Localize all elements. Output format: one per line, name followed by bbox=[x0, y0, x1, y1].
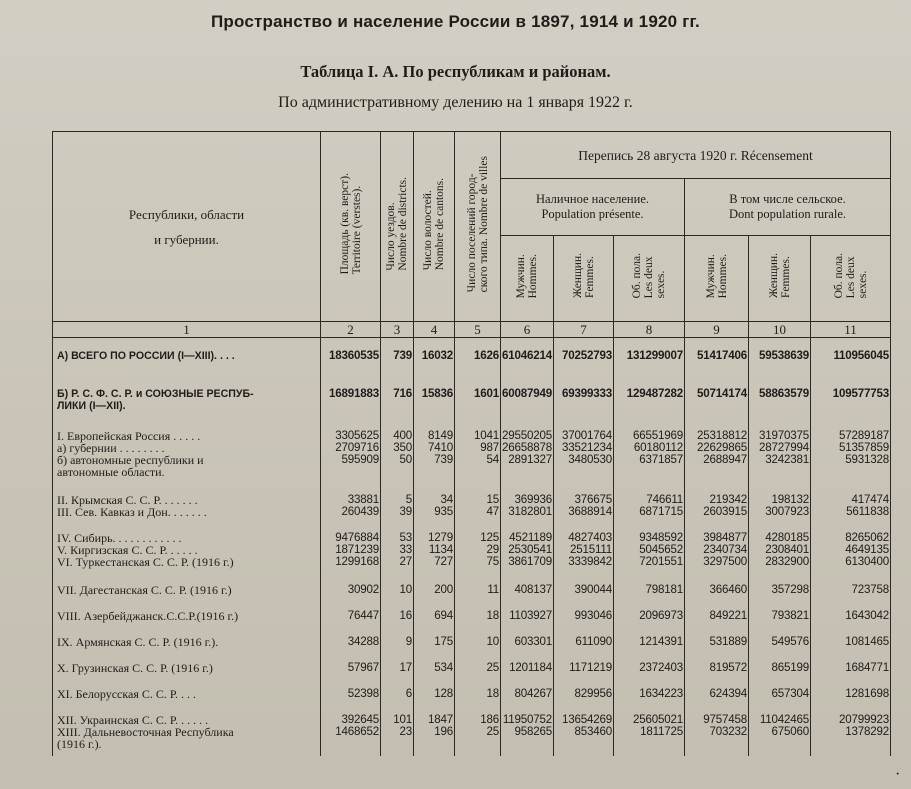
row-value: 2096973 bbox=[614, 604, 685, 630]
table-row bbox=[53, 630, 891, 656]
row-value: 9 bbox=[381, 630, 414, 656]
row-value: 3305625 2709716 595909 bbox=[321, 424, 381, 488]
row-value: 11042465 675060 bbox=[749, 708, 811, 756]
table-row bbox=[53, 424, 891, 488]
page-title: Пространство и население России в 1897, 1914 и 1920 гг. bbox=[211, 12, 700, 31]
row-value: 53 33 27 bbox=[381, 526, 414, 578]
row-value: 624394 bbox=[685, 682, 749, 708]
row-value: 1601 bbox=[455, 376, 501, 424]
header-settlements: Число поселений город- ского типа. Nombre de villes bbox=[455, 132, 501, 322]
row-value: 186 25 bbox=[455, 708, 501, 756]
row-value: 1279 1134 727 bbox=[414, 526, 455, 578]
table-row bbox=[53, 604, 891, 630]
row-value: 11 bbox=[455, 578, 501, 604]
row-value: 534 bbox=[414, 656, 455, 682]
row-value: 1201184 bbox=[501, 656, 554, 682]
header-uezds: Число уездов. Nombre de districts. bbox=[381, 132, 414, 322]
row-value: 716 bbox=[381, 376, 414, 424]
census-table bbox=[52, 131, 891, 756]
row-value: 531889 bbox=[685, 630, 749, 656]
row-value: 2372403 bbox=[614, 656, 685, 682]
row-value: 376675 3688914 bbox=[554, 488, 614, 526]
col-number: 5 bbox=[455, 322, 501, 338]
row-value: 51417406 bbox=[685, 338, 749, 376]
row-value: 603301 bbox=[501, 630, 554, 656]
row-value: 131299007 bbox=[614, 338, 685, 376]
row-value: 1847 196 bbox=[414, 708, 455, 756]
row-value: 16891883 bbox=[321, 376, 381, 424]
header-rural: В том числе сельское. Dont population rurale. bbox=[685, 179, 891, 236]
row-value: 804267 bbox=[501, 682, 554, 708]
header-present: Наличное население. Population présente. bbox=[501, 179, 685, 236]
row-value: 57967 bbox=[321, 656, 381, 682]
row-value: 390044 bbox=[554, 578, 614, 604]
row-value: 392645 1468652 bbox=[321, 708, 381, 756]
row-value: 11950752 958265 bbox=[501, 708, 554, 756]
row-value: 110956045 bbox=[811, 338, 891, 376]
header-men-present: Мужчин. Hommes. bbox=[501, 236, 554, 322]
row-value: 25318812 22629865 2688947 bbox=[685, 424, 749, 488]
row-value: 128 bbox=[414, 682, 455, 708]
row-value: 58863579 bbox=[749, 376, 811, 424]
row-label: А) ВСЕГО ПО РОССИИ (I—XIII). . . . bbox=[53, 338, 321, 376]
row-value: 849221 bbox=[685, 604, 749, 630]
row-value: 1643042 bbox=[811, 604, 891, 630]
row-label: IX. Армянская С. С. Р. (1916 г.). bbox=[53, 630, 321, 656]
row-label: Б) Р. С. Ф. С. Р. и СОЮЗНЫЕ РЕСПУБ- ЛИКИ (I—XII). bbox=[53, 376, 321, 424]
row-value: 746611 6871715 bbox=[614, 488, 685, 526]
row-value: 793821 bbox=[749, 604, 811, 630]
row-label: X. Грузинская С. С. Р. (1916 г.) bbox=[53, 656, 321, 682]
row-value: 9476884 1871239 1299168 bbox=[321, 526, 381, 578]
row-value: 819572 bbox=[685, 656, 749, 682]
row-value: 993046 bbox=[554, 604, 614, 630]
row-value: 1041 987 54 bbox=[455, 424, 501, 488]
row-value: 16032 bbox=[414, 338, 455, 376]
col-number: 1 bbox=[53, 322, 321, 338]
row-value: 611090 bbox=[554, 630, 614, 656]
table-row bbox=[53, 682, 891, 708]
header-volosts: Число волостей. Nombre de cantons. bbox=[414, 132, 455, 322]
header-men-rural: Мужчин. Hommes. bbox=[685, 236, 749, 322]
table-body bbox=[53, 338, 891, 756]
row-value: 16 bbox=[381, 604, 414, 630]
table-row bbox=[53, 708, 891, 756]
row-value: 6 bbox=[381, 682, 414, 708]
row-value: 1171219 bbox=[554, 656, 614, 682]
row-value: 4827403 2515111 3339842 bbox=[554, 526, 614, 578]
row-value: 69399333 bbox=[554, 376, 614, 424]
row-label: II. Крымская С. С. Р. . . . . . . III. Сев. Кавказ и Дон. . . . . . . bbox=[53, 488, 321, 526]
row-value: 1626 bbox=[455, 338, 501, 376]
row-value: 1103927 bbox=[501, 604, 554, 630]
row-label: XI. Белорусская С. С. Р. . . . bbox=[53, 682, 321, 708]
row-value: 20799923 1378292 bbox=[811, 708, 891, 756]
row-value: 865199 bbox=[749, 656, 811, 682]
row-value: 723758 bbox=[811, 578, 891, 604]
row-value: 50714174 bbox=[685, 376, 749, 424]
row-value: 76447 bbox=[321, 604, 381, 630]
table-row bbox=[53, 578, 891, 604]
row-value: 739 bbox=[381, 338, 414, 376]
header-both-present: Об. пола. Les deux sexes. bbox=[614, 236, 685, 322]
row-value: 694 bbox=[414, 604, 455, 630]
col-number: 2 bbox=[321, 322, 381, 338]
row-value: 175 bbox=[414, 630, 455, 656]
row-value: 408137 bbox=[501, 578, 554, 604]
col-number: 7 bbox=[554, 322, 614, 338]
row-value: 549576 bbox=[749, 630, 811, 656]
row-value: 52398 bbox=[321, 682, 381, 708]
row-value: 657304 bbox=[749, 682, 811, 708]
row-value: 61046214 bbox=[501, 338, 554, 376]
row-value: 15 47 bbox=[455, 488, 501, 526]
row-value: 34288 bbox=[321, 630, 381, 656]
table-row bbox=[53, 526, 891, 578]
header-census: Перепись 28 августа 1920 г. Récensement bbox=[501, 132, 891, 179]
row-value: 25 bbox=[455, 656, 501, 682]
row-label: IV. Сибирь. . . . . . . . . . . . V. Киргизская С. С. Р. . . . . . VI. Туркестанская С. С. Р. (1916 г.) bbox=[53, 526, 321, 578]
row-label: VII. Дагестанская С. С. Р. (1916 г.) bbox=[53, 578, 321, 604]
row-value: 8265062 4649135 6130400 bbox=[811, 526, 891, 578]
row-value: 37001764 33521234 3480530 bbox=[554, 424, 614, 488]
row-value: 198132 3007923 bbox=[749, 488, 811, 526]
row-label: XII. Украинская С. С. Р. . . . . . XIII. Дальневосточная Республика (1916 г.). bbox=[53, 708, 321, 756]
row-value: 59538639 bbox=[749, 338, 811, 376]
row-value: 129487282 bbox=[614, 376, 685, 424]
row-value: 5 39 bbox=[381, 488, 414, 526]
row-value: 25605021 1811725 bbox=[614, 708, 685, 756]
col-number: 8 bbox=[614, 322, 685, 338]
row-value: 200 bbox=[414, 578, 455, 604]
col-number: 4 bbox=[414, 322, 455, 338]
header-women-present: Женщин. Femmes. bbox=[554, 236, 614, 322]
row-value: 4521189 2530541 3861709 bbox=[501, 526, 554, 578]
row-value: 60087949 bbox=[501, 376, 554, 424]
row-value: 1634223 bbox=[614, 682, 685, 708]
row-value: 34 935 bbox=[414, 488, 455, 526]
row-value: 4280185 2308401 2832900 bbox=[749, 526, 811, 578]
table-subtitle: Таблица I. А. По республикам и районам. bbox=[300, 62, 611, 81]
header-both-rural: Об. пола. Les deux sexes. bbox=[811, 236, 891, 322]
row-value: 18360535 bbox=[321, 338, 381, 376]
table-row bbox=[53, 488, 891, 526]
row-value: 1214391 bbox=[614, 630, 685, 656]
row-value: 357298 bbox=[749, 578, 811, 604]
row-value: 17 bbox=[381, 656, 414, 682]
row-value: 13654269 853460 bbox=[554, 708, 614, 756]
row-value: 10 bbox=[381, 578, 414, 604]
row-value: 9348592 5045652 7201551 bbox=[614, 526, 685, 578]
row-value: 101 23 bbox=[381, 708, 414, 756]
row-value: 125 29 75 bbox=[455, 526, 501, 578]
table-row bbox=[53, 338, 891, 376]
header-women-rural: Женщин. Femmes. bbox=[749, 236, 811, 322]
row-value: 829956 bbox=[554, 682, 614, 708]
row-value: 66551969 60180112 6371857 bbox=[614, 424, 685, 488]
col-number: 11 bbox=[811, 322, 891, 338]
header-region: Республики, области и губернии. bbox=[53, 132, 321, 322]
row-value: 30902 bbox=[321, 578, 381, 604]
column-number-row bbox=[53, 322, 891, 338]
margin-mark: · bbox=[895, 766, 901, 783]
row-value: 8149 7410 739 bbox=[414, 424, 455, 488]
row-value: 400 350 50 bbox=[381, 424, 414, 488]
table-row bbox=[53, 656, 891, 682]
row-value: 10 bbox=[455, 630, 501, 656]
row-value: 1281698 bbox=[811, 682, 891, 708]
table-row bbox=[53, 376, 891, 424]
row-label: VIII. Азербейджанск.С.С.Р.(1916 г.) bbox=[53, 604, 321, 630]
row-value: 369936 3182801 bbox=[501, 488, 554, 526]
table-note: По административному делению на 1 января 1922 г. bbox=[278, 94, 633, 111]
row-value: 417474 5611838 bbox=[811, 488, 891, 526]
row-value: 1081465 bbox=[811, 630, 891, 656]
row-value: 31970375 28727994 3242381 bbox=[749, 424, 811, 488]
row-value: 9757458 703232 bbox=[685, 708, 749, 756]
col-number: 9 bbox=[685, 322, 749, 338]
row-value: 109577753 bbox=[811, 376, 891, 424]
row-value: 219342 2603915 bbox=[685, 488, 749, 526]
row-value: 18 bbox=[455, 604, 501, 630]
row-value: 18 bbox=[455, 682, 501, 708]
row-value: 15836 bbox=[414, 376, 455, 424]
row-value: 33881 260439 bbox=[321, 488, 381, 526]
row-value: 1684771 bbox=[811, 656, 891, 682]
row-value: 366460 bbox=[685, 578, 749, 604]
col-number: 3 bbox=[381, 322, 414, 338]
header-area: Площадь (кв. верст). Territoire (verstes). bbox=[321, 132, 381, 322]
col-number: 6 bbox=[501, 322, 554, 338]
row-value: 57289187 51357859 5931328 bbox=[811, 424, 891, 488]
row-value: 3984877 2340734 3297500 bbox=[685, 526, 749, 578]
row-value: 70252793 bbox=[554, 338, 614, 376]
row-value: 29550205 26658878 2891327 bbox=[501, 424, 554, 488]
col-number: 10 bbox=[749, 322, 811, 338]
row-value: 798181 bbox=[614, 578, 685, 604]
row-label: I. Европейская Россия . . . . . а) губернии . . . . . . . . б) автономные республики и автономные области. bbox=[53, 424, 321, 488]
